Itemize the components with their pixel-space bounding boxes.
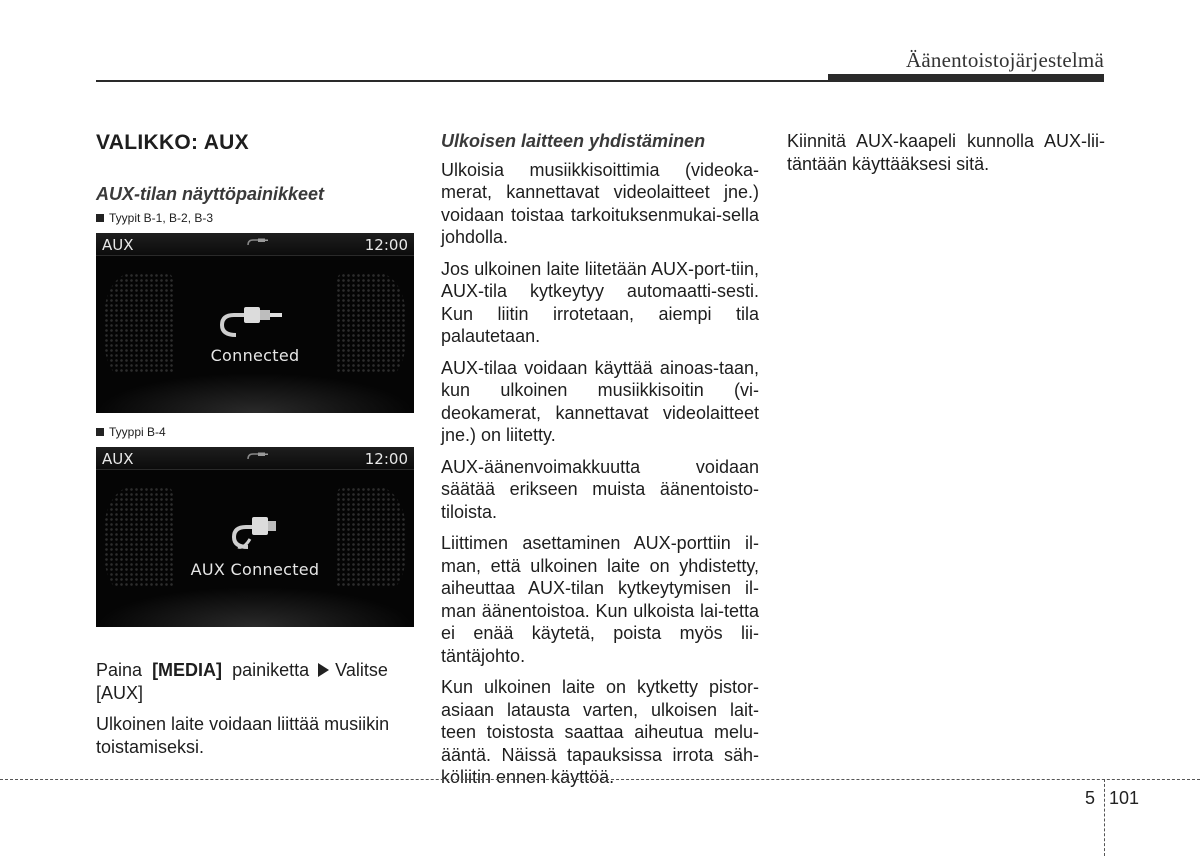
column-left xyxy=(96,128,414,767)
footer-rule xyxy=(0,779,1200,780)
media-button-label: [MEDIA] xyxy=(152,660,223,680)
bullet-square-icon xyxy=(96,214,104,222)
paragraph: Jos ulkoinen laite liitetään AUX-port-tiin, AUX-tila kytkeytyy automaatti-sesti. Kun liitin irrotetaan, aiempi tila palautetaan. xyxy=(441,258,759,346)
section-heading: VALIKKO: AUX xyxy=(96,131,249,154)
chapter-number: 5 xyxy=(1085,788,1096,808)
column-right xyxy=(787,128,1105,184)
paragraph: Kiinnitä AUX-kaapeli kunnolla AUX-lii-täntään käyttääksesi sitä. xyxy=(787,131,1105,174)
instruction-text: Paina [MEDIA] painiketta Valitse [AUX] xyxy=(96,660,388,703)
paragraph: Ulkoinen laite voidaan liittää musiikin toistamiseksi. xyxy=(96,714,390,757)
screen-mode-label: AUX xyxy=(102,450,134,468)
paragraph: Liittimen asettaminen AUX-porttiin il-man, että ulkoinen laite on yhdistetty, aiheuttaa AUX-tilan kytkeytymisen il-man äänentoistoa. Kun ulkoista lai-tetta ei enää käytetä, poista myös lii-täntäjohto. xyxy=(441,533,759,666)
screen-caption-1: Tyypit B-1, B-2, B-3 xyxy=(96,211,414,225)
aux-screen-2 xyxy=(96,447,414,627)
aux-screen-1 xyxy=(96,233,414,413)
screen-status-bar xyxy=(96,233,414,256)
screen-status-bar xyxy=(96,447,414,470)
subsection-heading: AUX-tilan näyttöpainikkeet xyxy=(96,183,325,204)
aux-plug-small-icon xyxy=(246,452,268,462)
screen-floor-gradient xyxy=(96,373,414,413)
header-rule xyxy=(96,80,1104,82)
column-middle xyxy=(441,128,759,798)
paragraph: AUX-äänenvoimakkuutta voidaan säätää erikseen muista äänentoisto-tiloista. xyxy=(441,456,759,522)
subsection-heading: Ulkoisen laitteen yhdistäminen xyxy=(441,131,706,151)
screen-clock: 12:00 xyxy=(364,450,408,468)
page-number: 101 xyxy=(1109,788,1140,808)
bullet-square-icon xyxy=(96,428,104,436)
arrow-right-icon xyxy=(318,663,329,677)
paragraph: AUX-tilaa voidaan käyttää ainoas-taan, kun ulkoinen musiikkisoitin (vi-deokamerat, kannettavat videolaitteet jne.) on liitetty. xyxy=(441,357,759,445)
paragraph: Ulkoisia musiikkisoittimia (videoka-merat, kannettavat videolaitteet jne.) voidaan toistaa tarkoituksenmukai-sella johdolla. xyxy=(441,159,759,247)
screen-mode-label: AUX xyxy=(102,236,134,254)
screen-caption-2: Tyyppi B-4 xyxy=(96,425,414,439)
aux-connected-icon xyxy=(218,305,290,341)
running-header: Äänentoistojärjestelmä xyxy=(905,48,1104,72)
screen-clock: 12:00 xyxy=(364,236,408,254)
screen-floor-gradient xyxy=(96,587,414,627)
aux-plug-small-icon xyxy=(246,238,268,248)
footer-divider xyxy=(1104,779,1105,856)
connection-status: AUX Connected xyxy=(190,560,320,579)
aux-connected-icon xyxy=(226,513,298,553)
connection-status: Connected xyxy=(210,346,300,365)
paragraph: Kun ulkoinen laite on kytketty pistor-asiaan latausta varten, ulkoisen lait-teen toistosta saattaa aiheutua melu-ääntä. Näissä tapauksissa irrota säh-köliitin ennen käyttöä. xyxy=(441,677,759,787)
